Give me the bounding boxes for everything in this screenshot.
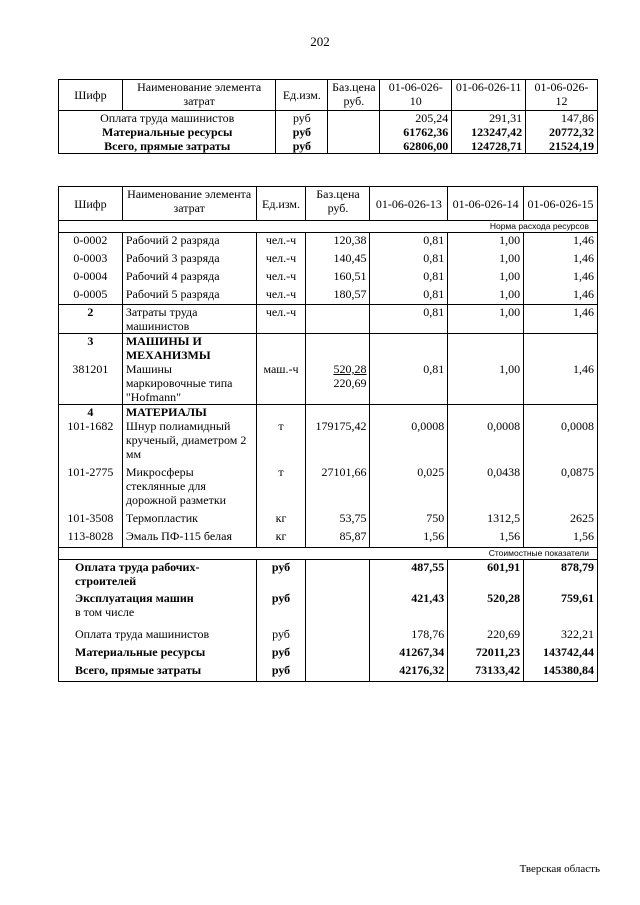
row-name: Термопластик (122, 511, 256, 529)
row-name: Всего, прямые затраты (59, 139, 276, 154)
row-price: 53,75 (306, 511, 370, 529)
table-row (59, 287, 598, 305)
header-code: Шифр (59, 187, 123, 221)
row-name: Затраты труда машинистов (122, 305, 256, 334)
table-row (59, 305, 598, 334)
header-price: Баз.цена руб. (328, 80, 380, 111)
row-code: 0-0003 (59, 251, 123, 269)
row-v2: 220,69 (448, 627, 524, 645)
row-unit: руб (276, 125, 328, 139)
row-v3: 1,46 (524, 287, 598, 305)
section-title: МАТЕРИАЛЫ (122, 405, 256, 420)
row-v3: 1,46 (524, 251, 598, 269)
row-v3: 145380,84 (524, 663, 598, 681)
row-unit: руб (256, 591, 306, 627)
row-v3: 1,46 (524, 269, 598, 287)
row-code: 0-0002 (59, 233, 123, 251)
row-price: 85,87 (306, 529, 370, 547)
row-name-cell (59, 591, 257, 627)
table-row (59, 111, 598, 126)
row-v1: 178,76 (370, 627, 448, 645)
row-unit: руб (256, 645, 306, 663)
row-code: 113-8028 (59, 529, 123, 547)
table-row (59, 511, 598, 529)
row-v3: 2625 (524, 511, 598, 529)
row-price: 140,45 (306, 251, 370, 269)
row-name: Рабочий 5 разряда (122, 287, 256, 305)
row-v3: 1,46 (524, 233, 598, 251)
row-unit: руб (276, 139, 328, 154)
row-v1: 0,81 (370, 233, 448, 251)
section-header (59, 334, 598, 363)
row-v1: 0,0008 (370, 419, 448, 465)
row-v3: 147,86 (526, 111, 598, 126)
table-row (59, 529, 598, 547)
cost-table-top (58, 79, 598, 154)
row-v2: 1,56 (448, 529, 524, 547)
row-v1: 0,81 (370, 269, 448, 287)
row-v1: 421,43 (370, 591, 448, 627)
header-unit: Ед.изм. (256, 187, 306, 221)
table-row (59, 139, 598, 154)
row-v2: 520,28 (448, 591, 524, 627)
row-unit: чел.-ч (256, 251, 306, 269)
table-row (59, 419, 598, 465)
row-v3: 143742,44 (524, 645, 598, 663)
section-header (59, 405, 598, 420)
row-v2: 123247,42 (452, 125, 526, 139)
row-v2: 73133,42 (448, 663, 524, 681)
row-price: 27101,66 (306, 465, 370, 511)
row-v1: 205,24 (380, 111, 452, 126)
row-v1: 0,81 (370, 251, 448, 269)
row-v3: 0,0875 (524, 465, 598, 511)
table-row (59, 465, 598, 511)
row-v2: 1,00 (448, 233, 524, 251)
table-row (59, 645, 598, 663)
table-row (59, 663, 598, 681)
row-unit: руб (256, 559, 306, 591)
row-v2: 1,00 (448, 362, 524, 405)
row-v2: 601,91 (448, 559, 524, 591)
header-col-1: 01-06-026-13 (370, 187, 448, 221)
table-row (59, 233, 598, 251)
row-name: Материальные ресурсы (59, 125, 276, 139)
row-v3: 20772,32 (526, 125, 598, 139)
table-row (59, 251, 598, 269)
row-v1: 1,56 (370, 529, 448, 547)
row-price (306, 362, 370, 405)
row-unit: чел.-ч (256, 269, 306, 287)
row-v2: 291,31 (452, 111, 526, 126)
row-name: Рабочий 4 разряда (122, 269, 256, 287)
row-unit: руб (256, 663, 306, 681)
row-v2: 1,00 (448, 305, 524, 334)
header-col-3: 01-06-026-12 (526, 80, 598, 111)
row-code: 101-3508 (59, 511, 123, 529)
row-v3: 1,46 (524, 362, 598, 405)
row-v2: 1,00 (448, 287, 524, 305)
table-row (59, 269, 598, 287)
row-price: 179175,42 (306, 419, 370, 465)
section-code: 4 (59, 405, 123, 420)
table-row (59, 362, 598, 405)
table-row (59, 125, 598, 139)
header-code: Шифр (59, 80, 123, 111)
row-v3: 1,56 (524, 529, 598, 547)
table-row (59, 591, 598, 627)
header-col-3: 01-06-026-15 (524, 187, 598, 221)
row-v1: 750 (370, 511, 448, 529)
row-code: 381201 (59, 362, 123, 405)
row-v1: 61762,36 (380, 125, 452, 139)
row-name: Эксплуатация машин (75, 591, 194, 605)
row-code: 0-0004 (59, 269, 123, 287)
row-v2: 0,0438 (448, 465, 524, 511)
row-v2: 1312,5 (448, 511, 524, 529)
row-v1: 62806,00 (380, 139, 452, 154)
resource-table (58, 186, 598, 682)
header-col-1: 01-06-026-10 (380, 80, 452, 111)
footer-region: Тверская область (519, 863, 600, 875)
row-unit: руб (256, 627, 306, 645)
row-price: 180,57 (306, 287, 370, 305)
row-name: Материальные ресурсы (59, 645, 257, 663)
row-v1: 0,81 (370, 362, 448, 405)
row-v3: 0,0008 (524, 419, 598, 465)
row-v2: 0,0008 (448, 419, 524, 465)
header-name: Наименование элемента затрат (122, 80, 276, 111)
header-name: Наименование элемента затрат (122, 187, 256, 221)
header-price: Баз.цена руб. (306, 187, 370, 221)
row-name: Машины маркировочные типа "Hofmann" (122, 362, 256, 405)
row-price: 120,38 (306, 233, 370, 251)
row-v3: 759,61 (524, 591, 598, 627)
row-v1: 0,025 (370, 465, 448, 511)
row-v1: 0,81 (370, 287, 448, 305)
page-number: 202 (310, 34, 330, 49)
row-v2: 1,00 (448, 269, 524, 287)
row-unit: чел.-ч (256, 233, 306, 251)
row-name: Оплата труда машинистов (59, 111, 276, 126)
row-name: Микросферы стеклянные для дорожной разметки (122, 465, 256, 511)
row-v1: 42176,32 (370, 663, 448, 681)
row-v2: 124728,71 (452, 139, 526, 154)
row-v3: 1,46 (524, 305, 598, 334)
row-unit: т (256, 419, 306, 465)
row-v2: 1,00 (448, 251, 524, 269)
row-v1: 0,81 (370, 305, 448, 334)
row-v2: 72011,23 (448, 645, 524, 663)
row-unit: чел.-ч (256, 305, 306, 334)
row-code: 101-1682 (59, 419, 123, 465)
cost-section-label: Стоимостные показатели (59, 547, 598, 559)
row-code: 101-2775 (59, 465, 123, 511)
header-col-2: 01-06-026-11 (452, 80, 526, 111)
row-unit: маш.-ч (256, 362, 306, 405)
row-v1: 487,55 (370, 559, 448, 591)
row-name: Оплата труда рабочих-строителей (59, 559, 257, 591)
row-unit: т (256, 465, 306, 511)
header-col-2: 01-06-026-14 (448, 187, 524, 221)
table-row (59, 559, 598, 591)
row-name: Шнур полиамидный крученый, диаметром 2 мм (122, 419, 256, 465)
row-name: Всего, прямые затраты (59, 663, 257, 681)
norm-section-label: Норма расхода ресурсов (59, 221, 598, 233)
row-subtitle: в том числе (75, 605, 135, 619)
price-base: 520,28 (333, 362, 367, 376)
row-name: Оплата труда машинистов (59, 627, 257, 645)
row-v3: 21524,19 (526, 139, 598, 154)
row-v3: 322,21 (524, 627, 598, 645)
row-name: Рабочий 3 разряда (122, 251, 256, 269)
section-title: МАШИНЫ И МЕХАНИЗМЫ (122, 334, 256, 363)
price-operator: 220,69 (333, 376, 367, 390)
table-row (59, 627, 598, 645)
row-code: 2 (59, 305, 123, 334)
row-v1: 41267,34 (370, 645, 448, 663)
row-price: 160,51 (306, 269, 370, 287)
row-name: Эмаль ПФ-115 белая (122, 529, 256, 547)
header-unit: Ед.изм. (276, 80, 328, 111)
row-unit: чел.-ч (256, 287, 306, 305)
row-unit: кг (256, 529, 306, 547)
row-code: 0-0005 (59, 287, 123, 305)
row-v3: 878,79 (524, 559, 598, 591)
row-unit: руб (276, 111, 328, 126)
row-unit: кг (256, 511, 306, 529)
row-name: Рабочий 2 разряда (122, 233, 256, 251)
section-code: 3 (59, 334, 123, 363)
